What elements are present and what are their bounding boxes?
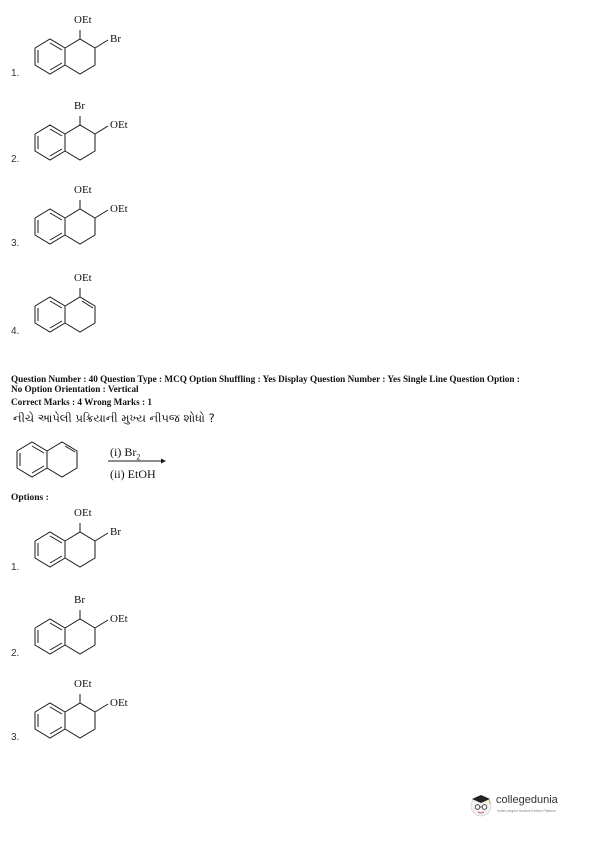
label-right: Br xyxy=(110,526,121,538)
label-top: OEt xyxy=(74,184,92,196)
reagent-1-text: (i) Br xyxy=(110,445,137,459)
label-top: OEt xyxy=(74,507,92,519)
label-top: OEt xyxy=(74,14,92,26)
logo-tagline: India's largest Student Review Platform xyxy=(497,809,557,813)
reagent-2: (ii) EtOH xyxy=(110,467,156,481)
question-meta-line-2: No Option Orientation : Vertical xyxy=(11,384,139,394)
graduate-mascot-icon xyxy=(468,792,494,818)
option-number: 2. xyxy=(11,648,20,659)
logo-wordmark: collegedunia xyxy=(496,794,558,806)
label-top: Br xyxy=(74,594,85,606)
option-number: 2. xyxy=(11,154,20,165)
option-number: 3. xyxy=(11,238,20,249)
option-number: 1. xyxy=(11,562,20,573)
option-number: 3. xyxy=(11,732,20,743)
question-text: નીચે આપેલી પ્રક્રિયાની મુખ્ય નીપજ શોધો ? xyxy=(13,411,215,425)
question-marks: Correct Marks : 4 Wrong Marks : 1 xyxy=(11,397,152,407)
label-top: OEt xyxy=(74,272,92,284)
collegedunia-logo xyxy=(468,790,588,820)
label-top: Br xyxy=(74,100,85,112)
option-number: 1. xyxy=(11,68,20,79)
option-number: 4. xyxy=(11,326,20,337)
options-label: Options : xyxy=(11,493,49,503)
label-right: OEt xyxy=(110,203,128,215)
label-right: OEt xyxy=(110,697,128,709)
label-right: OEt xyxy=(110,119,128,131)
reagent-1-subscript: 2 xyxy=(136,452,141,462)
label-right: Br xyxy=(110,33,121,45)
label-right: OEt xyxy=(110,613,128,625)
label-top: OEt xyxy=(74,678,92,690)
structure-1-2-diethoxy-tetralin xyxy=(26,676,156,746)
question-meta-line-1: Question Number : 40 Question Type : MCQ Option Shuffling : Yes Display Question Number : Yes Single Line Question Option : xyxy=(11,374,520,384)
